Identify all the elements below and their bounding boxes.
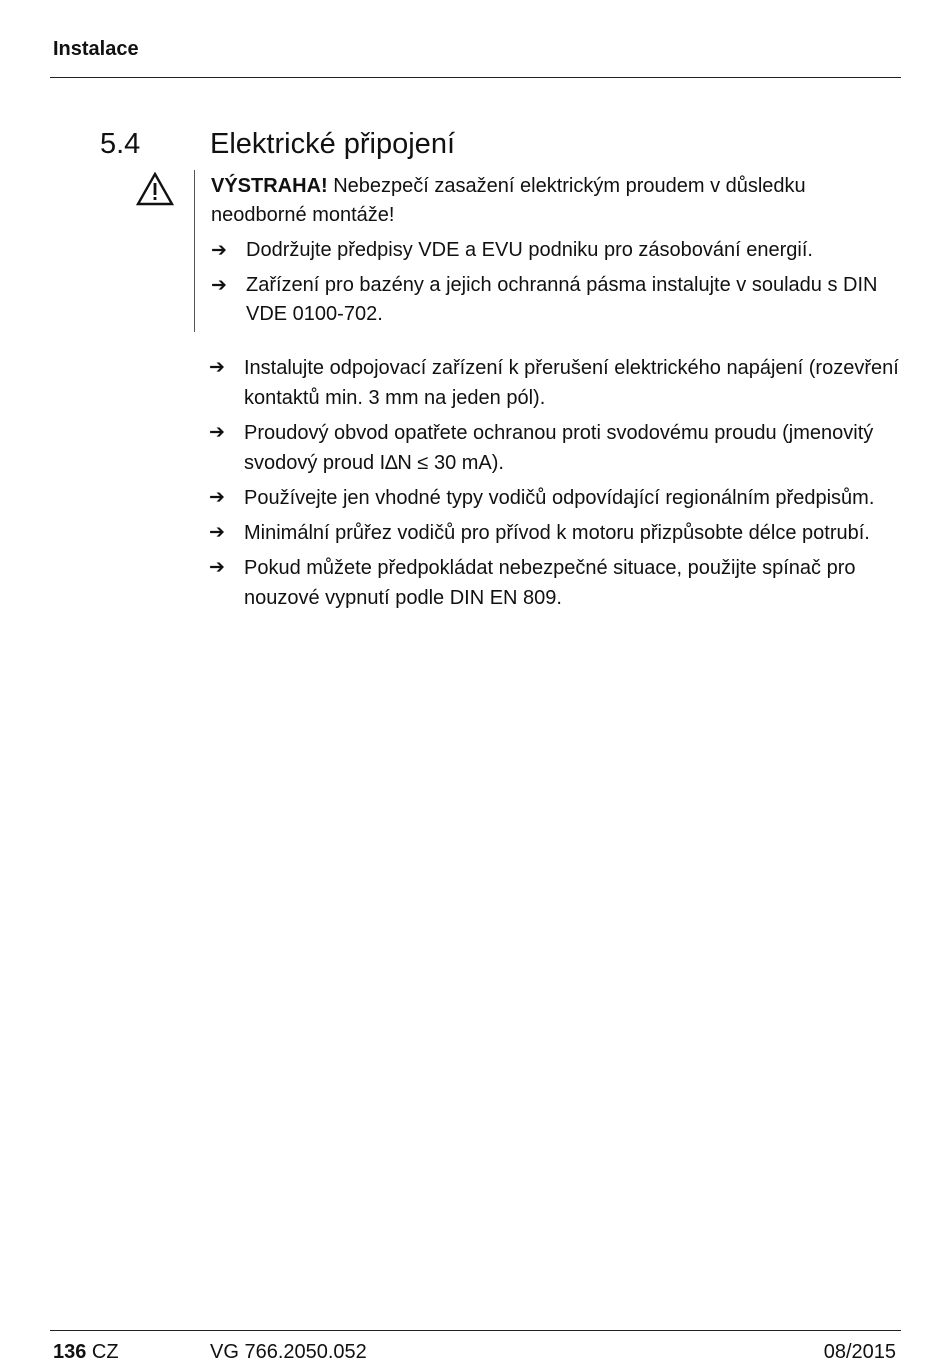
document-date: 08/2015 [823,1341,896,1363]
arrow-bullet-icon: ➔ [209,522,225,543]
section-number: 5.4 [100,128,141,160]
instruction-item [209,418,899,478]
warning-list-item-text: Dodržujte předpisy VDE a EVU podniku pro zásobování energií. [246,239,813,261]
arrow-bullet-icon: ➔ [209,422,225,443]
warning-list [211,236,901,329]
warning-text: Nebezpečí zasažení elektrickým proudem v důsledku neodborné montáže! [211,175,806,226]
header-title: Instalace [53,38,139,60]
arrow-bullet-icon: ➔ [211,275,227,296]
warning-statement [211,172,901,230]
language-code: CZ [86,1341,119,1363]
footer-rule [50,1330,901,1331]
instruction-item [209,353,899,413]
warning-list-item [211,271,901,329]
warning-triangle-icon [136,172,174,206]
instruction-item [209,483,899,513]
instruction-list [209,353,899,613]
instruction-item-text: Proudový obvod opatřete ochranou proti svodovému proudu (jmenovitý svodový proud I∆N ≤ 30 mA). [244,422,874,474]
instruction-item-text: Instalujte odpojovací zařízení k přerušení elektrického napájení (rozevření kontaktů min. 3 mm na jeden pól). [244,357,899,409]
arrow-bullet-icon: ➔ [209,357,225,378]
header-rule [50,77,901,78]
warning-sidebar-line [194,170,195,332]
warning-label: VÝSTRAHA! [211,175,328,197]
warning-block [211,172,901,335]
instruction-block [209,353,899,618]
instruction-item-text: Používejte jen vhodné typy vodičů odpovídající regionálním předpisům. [244,487,875,509]
instruction-item-text: Minimální průřez vodičů pro přívod k motoru přizpůsobte délce potrubí. [244,522,870,544]
arrow-bullet-icon: ➔ [209,487,225,508]
section-title: Elektrické připojení [210,128,455,160]
page-number [53,1341,119,1364]
instruction-item [209,553,899,613]
instruction-item [209,518,899,548]
page-number-value: 136 [53,1341,87,1363]
arrow-bullet-icon: ➔ [211,240,227,261]
instruction-item-text: Pokud můžete předpokládat nebezpečné situace, použijte spínač pro nouzové vypnutí podle DIN EN 809. [244,557,856,609]
warning-list-item [211,236,901,265]
document-code: VG 766.2050.052 [210,1341,367,1363]
warning-list-item-text: Zařízení pro bazény a jejich ochranná pásma instalujte v souladu s DIN VDE 0100-702. [246,274,878,325]
arrow-bullet-icon: ➔ [209,557,225,578]
